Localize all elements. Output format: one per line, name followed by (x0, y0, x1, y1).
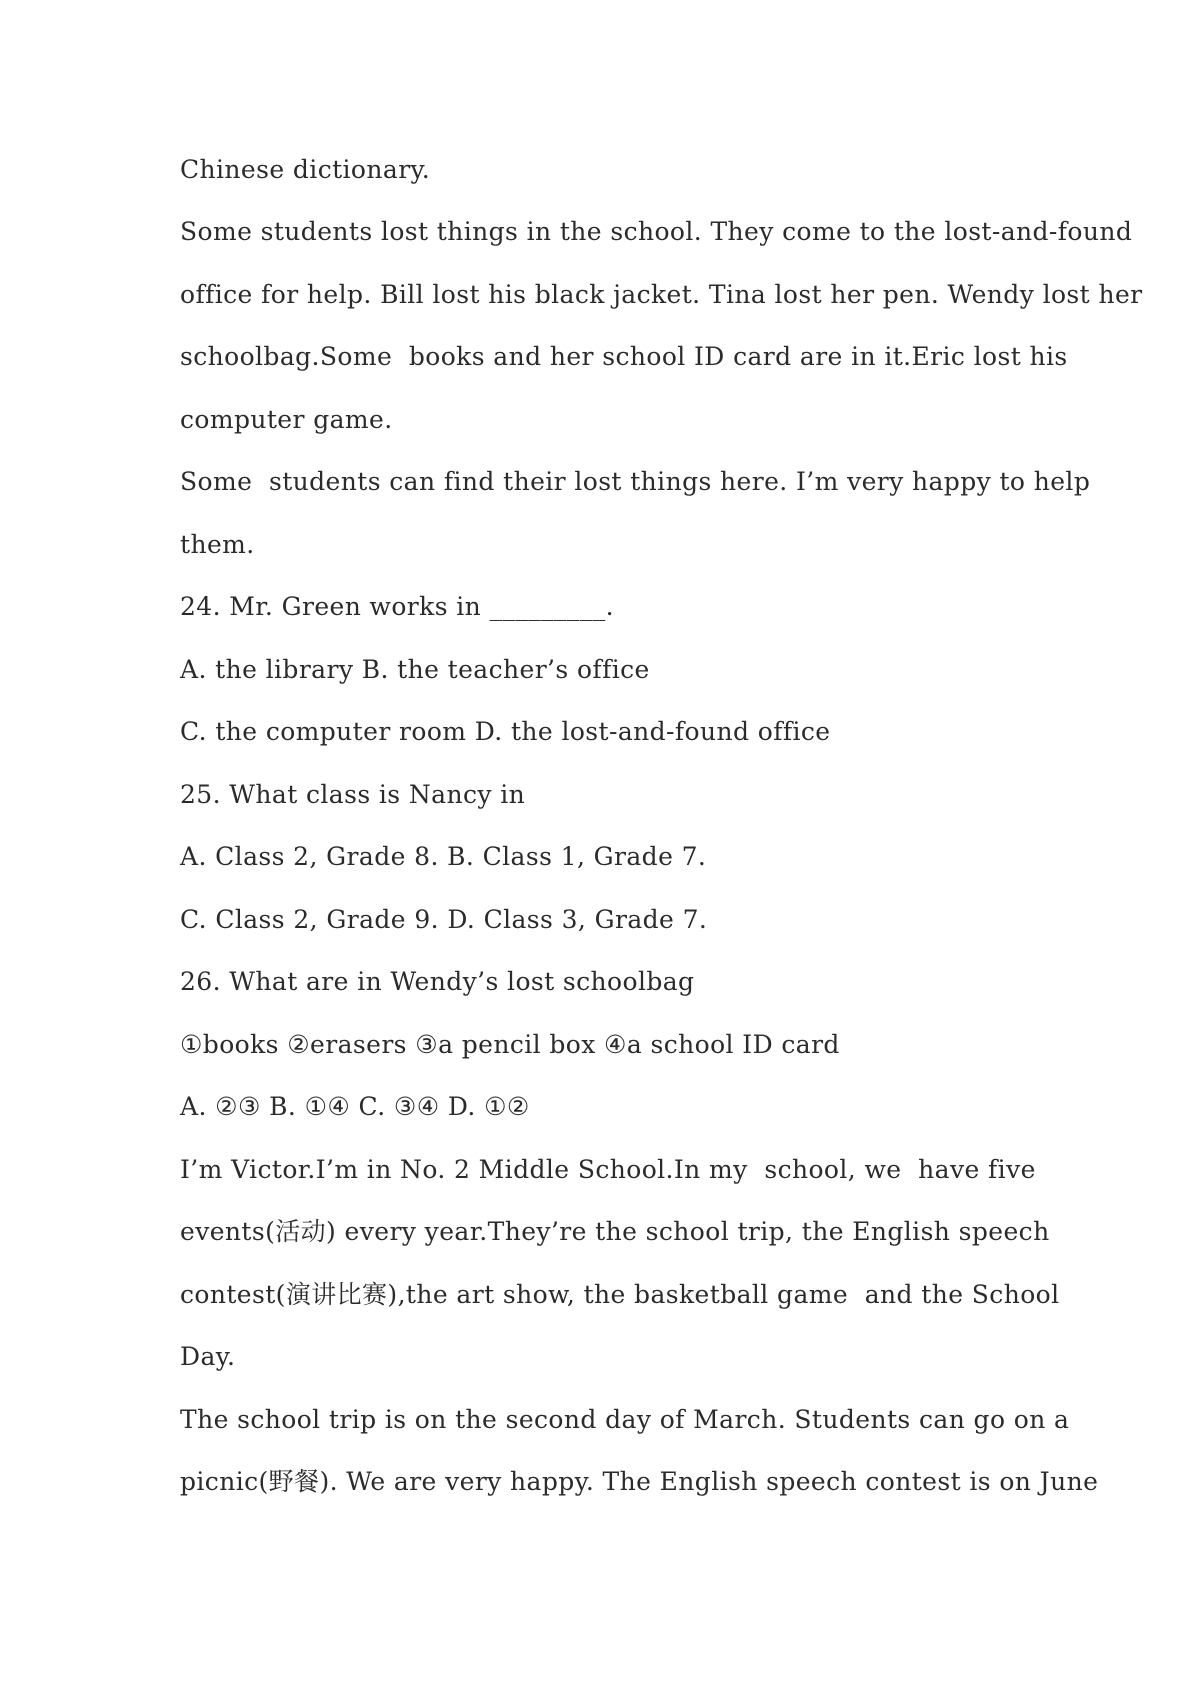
text-line-5: computer game. (180, 405, 393, 434)
text-line-20: Day. (180, 1342, 236, 1371)
question-24-options-ab: A. the library B. the teacher’s office (180, 655, 650, 684)
text-line-3: office for help. Bill lost his black jacket. Tina lost her pen. Wendy lost her (180, 280, 1143, 309)
text-line-4: schoolbag.Some books and her school ID card are in it.Eric lost his (180, 342, 1068, 371)
question-25-options-ab: A. Class 2, Grade 8. B. Class 1, Grade 7. (180, 842, 707, 871)
text-line-2: Some students lost things in the school. They come to the lost-and-found (180, 217, 1133, 246)
question-24-options-cd: C. the computer room D. the lost-and-found office (180, 717, 831, 746)
text-line-1: Chinese dictionary. (180, 155, 431, 184)
text-line-22: picnic(野餐). We are very happy. The English speech contest is on June (180, 1467, 1099, 1496)
question-26: 26. What are in Wendy’s lost schoolbag (180, 967, 695, 996)
text-line-7: them. (180, 530, 255, 559)
text-line-21: The school trip is on the second day of March. Students can go on a (180, 1405, 1070, 1434)
question-26-options: A. ②③ B. ①④ C. ③④ D. ①② (180, 1092, 530, 1121)
text-line-18: events(活动) every year.They’re the school trip, the English speech (180, 1217, 1050, 1246)
question-24: 24. Mr. Green works in _________. (180, 592, 614, 621)
text-line-17: I’m Victor.I’m in No. 2 Middle School.In my school, we have five (180, 1155, 1036, 1184)
question-26-items: ①books ②erasers ③a pencil box ④a school ID card (180, 1030, 840, 1059)
text-line-19: contest(演讲比赛),the art show, the basketball game and the School (180, 1280, 1060, 1309)
text-line-6: Some students can find their lost things here. I’m very happy to help (180, 467, 1091, 496)
question-25: 25. What class is Nancy in (180, 780, 526, 809)
question-25-options-cd: C. Class 2, Grade 9. D. Class 3, Grade 7. (180, 905, 708, 934)
